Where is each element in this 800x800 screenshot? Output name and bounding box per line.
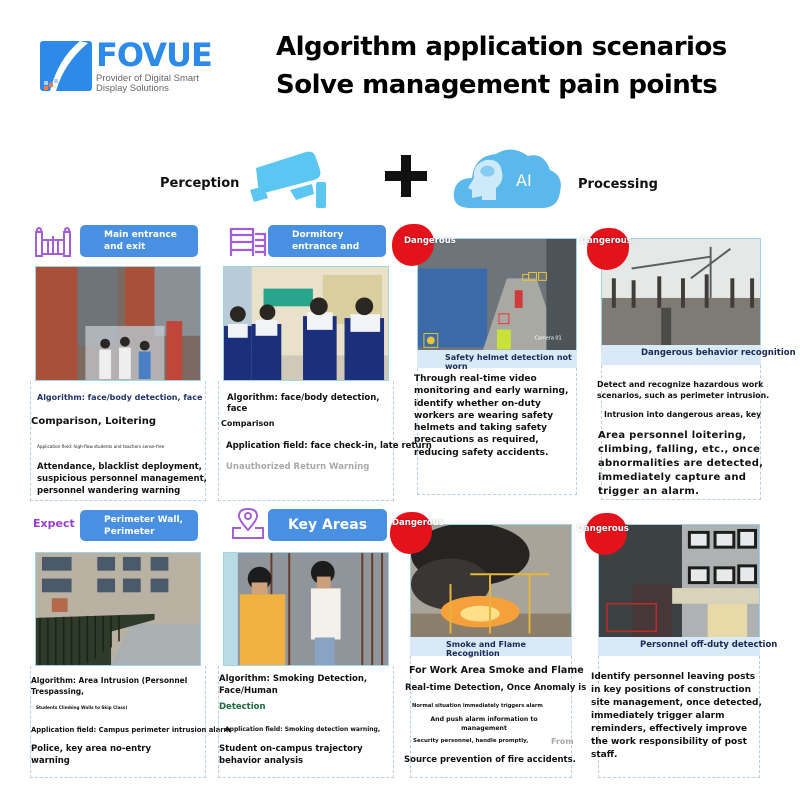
page-title — [276, 28, 727, 104]
brand-tagline — [96, 74, 226, 94]
algo-main-entrance: Algorithm: face/body detection, face — [37, 393, 203, 402]
ai-cloud-icon — [452, 142, 562, 212]
algo-dormitory: Algorithm: face/body detection, face — [227, 393, 380, 414]
section-pill-perimeter — [80, 510, 198, 541]
title-line-2: Solve management pain points — [276, 70, 718, 100]
app-small-main-entrance: Application field: high-flow students and teachers sense-free — [37, 444, 165, 449]
from-smoke: From — [551, 737, 574, 746]
tagline-line-2: Display Solutions — [96, 83, 169, 94]
app-large-key-areas: Student on-campus trajectory behavior analysis — [219, 744, 363, 766]
danger-label-helmet: Dangerous — [404, 236, 456, 246]
head1-smoke: For Work Area Smoke and Flame — [409, 665, 584, 676]
algo-small-perimeter: Students Climbing Walls to Skip Class) — [36, 705, 128, 710]
danger-label-behavior: Dangerous — [580, 236, 632, 246]
brand-logo-mark — [40, 41, 92, 91]
expect-label: Expect — [33, 517, 75, 530]
security-camera-icon — [250, 150, 330, 210]
small1-smoke: Normal situation immediately triggers alarm — [412, 703, 543, 709]
body-helmet: Through real-time video monitoring and early warning, identify whether on-duty workers are wearing safety helmets and taking safety precautions as required, reducing safety accidents. — [414, 374, 569, 458]
small2-smoke: Security personnel, handle promptly, — [413, 738, 529, 744]
sub-behavior: Intrusion into dangerous areas, key — [604, 410, 762, 419]
svg-text:Camera 01: Camera 01 — [534, 335, 562, 342]
logo-swoosh-icon — [40, 41, 92, 91]
pill-line-1: Dormitory — [292, 230, 344, 240]
algo-perimeter: Algorithm: Area Intrusion (Personnel Trespassing, — [31, 676, 188, 696]
danger-label-offduty: Dangerous — [577, 524, 629, 534]
pill-line-1: Main entrance — [104, 230, 177, 240]
section-pill-key-areas: Key Areas — [268, 509, 387, 541]
caption-helmet: Safety helmet detection not worn — [417, 350, 577, 368]
algo-cont-main-entrance: Comparison, Loitering — [31, 416, 156, 427]
pill-line-2: and exit — [104, 242, 146, 252]
tail-smoke: Source prevention of fire accidents. — [404, 755, 576, 765]
tagline-line-1: Provider of Digital Smart — [96, 73, 199, 84]
location-pin-icon — [229, 508, 267, 540]
gate-icon — [34, 226, 72, 258]
head2-smoke: Real-time Detection, Once Anomaly is — [405, 683, 587, 693]
section-pill-dormitory — [268, 225, 386, 257]
brand-name: FOVUE — [96, 36, 212, 74]
bunk-bed-icon — [229, 226, 267, 258]
photo-dormitory — [223, 266, 389, 381]
body-behavior: Area personnel loitering, climbing, falling, etc., once abnormalities are detected, immediately capture and trigger an alarm. — [598, 430, 764, 497]
mid-smoke: And push alarm information to management — [430, 716, 538, 732]
photo-helmet — [417, 238, 577, 368]
algo-cont-key-areas: Detection — [219, 702, 266, 712]
title-line-1: Algorithm application scenarios — [276, 32, 727, 62]
pill-line-2: entrance and — [292, 242, 360, 252]
processing-label: Processing — [578, 177, 658, 192]
app-dormitory: Application field: face check-in, late return — [226, 441, 432, 451]
photo-perimeter — [35, 552, 201, 666]
app-main-entrance: Attendance, blacklist deployment, suspicious personnel management, personnel wandering warning — [37, 462, 207, 496]
algo-key-areas: Algorithm: Smoking Detection, Face/Human — [219, 674, 368, 696]
perception-label: Perception — [160, 176, 240, 191]
photo-key-areas — [223, 552, 389, 666]
svg-text:AI: AI — [516, 171, 532, 190]
pill-line-1: Perimeter Wall, — [104, 515, 183, 525]
caption-offduty: Personnel off-duty detection — [598, 637, 760, 656]
pill-line-2: Perimeter — [104, 527, 155, 537]
app-gray-dormitory: Unauthorized Return Warning — [226, 462, 370, 472]
body-offduty: Identify personnel leaving posts in key positions of construction site management, once detected, immediately trigger alarm reminders, effectively improve the work responsibility of post staff. — [591, 672, 762, 760]
section-pill-main-entrance — [80, 225, 198, 257]
danger-label-smoke: Dangerous — [392, 518, 444, 528]
plus-icon — [385, 155, 427, 197]
app-large-perimeter: Police, key area no-entry warning — [31, 744, 151, 766]
photo-main-entrance — [35, 266, 201, 381]
caption-smoke: Smoke and Flame Recognition — [410, 637, 572, 656]
app-perimeter: Application field: Campus perimeter intrusion alarm — [31, 726, 231, 734]
app-small-key-areas: Application field: Smoking detection warning, — [225, 726, 381, 733]
algo-cont-dormitory: Comparison — [221, 419, 275, 428]
caption-behavior: Dangerous behavior recognition — [601, 345, 761, 365]
lead-behavior: Detect and recognize hazardous work scenarios, such as perimeter intrusion. — [597, 380, 770, 400]
